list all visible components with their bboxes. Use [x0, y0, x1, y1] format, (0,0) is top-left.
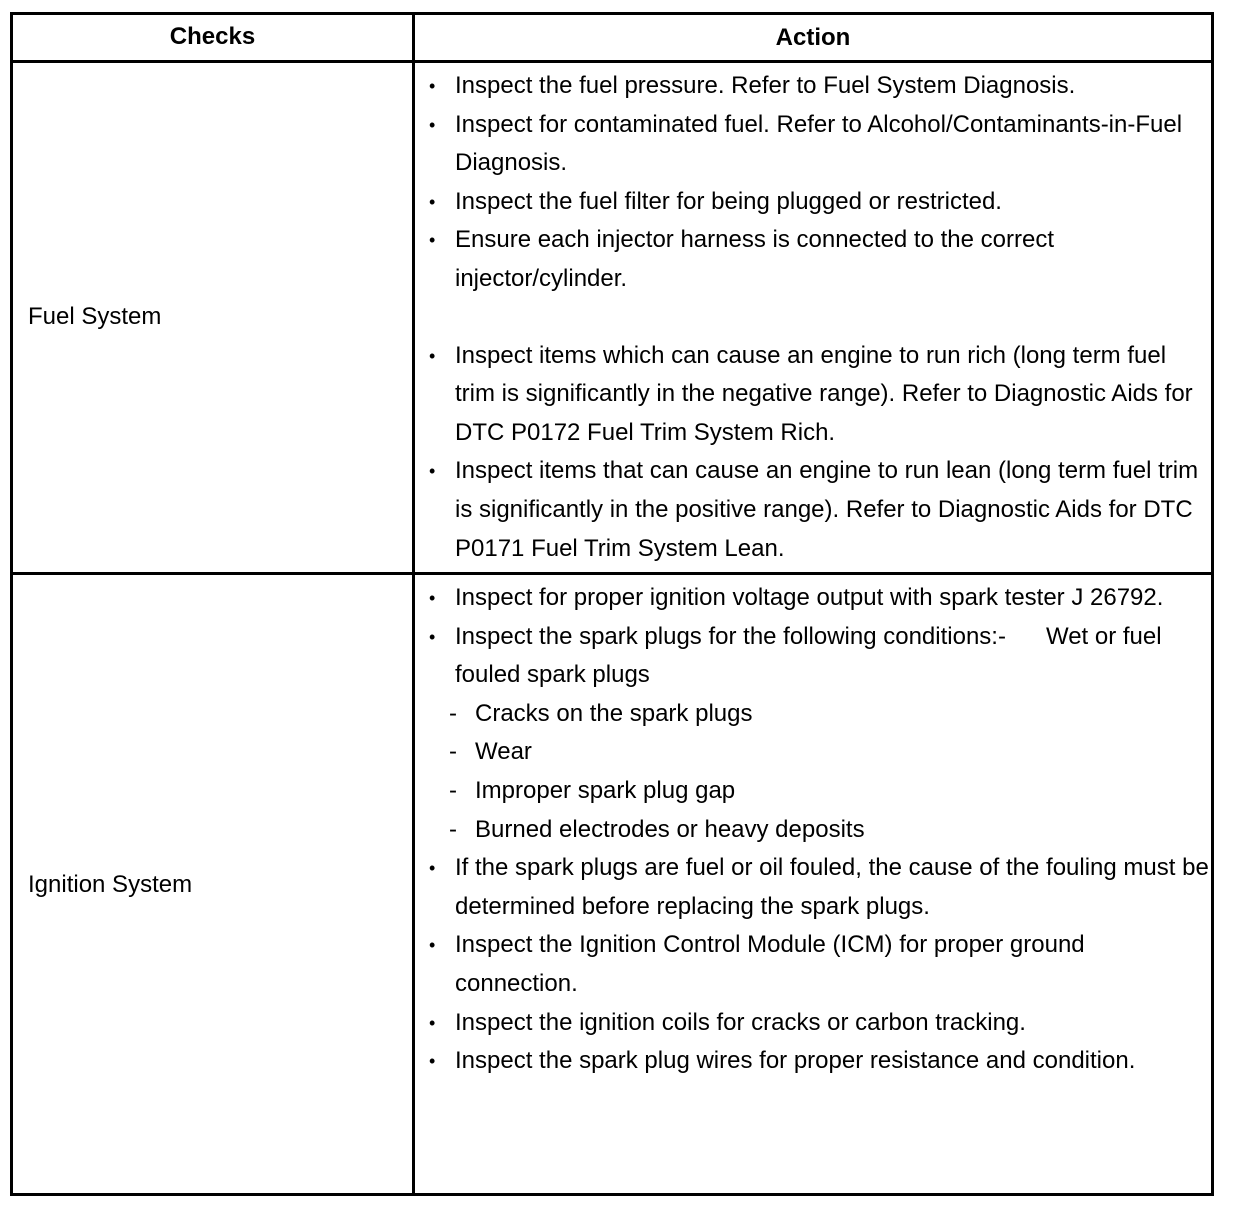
row-divider [13, 572, 1211, 575]
bullet-icon: • [429, 626, 436, 647]
sub-list-item: - Cracks on the spark plugs [429, 695, 1209, 734]
list-item: • Inspect items that can cause an engine to run lean (long term fuel trim is significantly in the positive range). Refer to Diagnostic Aids for DTC P0171 Fuel Trim System Lean. [429, 452, 1209, 568]
check-ignition-system: Ignition System [28, 871, 193, 898]
sub-list-item: - Improper spark plug gap [429, 772, 1209, 811]
sub-list-item: - Burned electrodes or heavy deposits [429, 811, 1209, 850]
ignition-system-actions [429, 579, 1209, 1081]
bullet-icon: • [429, 1012, 436, 1033]
list-item: • Inspect the fuel filter for being plugged or restricted. [429, 183, 1209, 222]
sub-list-item: - Wear [429, 733, 1209, 772]
list-item: • Inspect the fuel pressure. Refer to Fuel System Diagnosis. [429, 67, 1209, 106]
bullet-icon: • [429, 858, 436, 879]
dash-icon: - [449, 738, 457, 766]
bullet-icon: • [429, 191, 436, 212]
check-fuel-system: Fuel System [28, 303, 162, 330]
spacer [429, 299, 1209, 337]
bullet-icon: • [429, 588, 436, 608]
column-divider [412, 15, 415, 1193]
list-item: • Ensure each injector harness is connected to the correct injector/cylinder. [429, 221, 1209, 298]
list-item: • Inspect items which can cause an engine to run rich (long term fuel trim is significantly in the negative range). Refer to Diagnostic Aids for DTC P0172 Fuel Trim System Rich. [429, 337, 1209, 453]
list-item: • Inspect for proper ignition voltage output with spark tester J 26792. [429, 579, 1209, 618]
bullet-icon: • [429, 1051, 436, 1072]
bullet-icon: • [429, 935, 436, 956]
list-item: • Inspect the spark plugs for the following conditions:- Wet or fuel fouled spark plugs [429, 618, 1209, 695]
list-item: • Inspect the ignition coils for cracks or carbon tracking. [429, 1004, 1209, 1043]
list-item: • Inspect the Ignition Control Module (ICM) for proper ground connection. [429, 926, 1209, 1003]
header-checks: Checks [169, 23, 256, 50]
list-item: • Inspect for contaminated fuel. Refer to Alcohol/Contaminants-in-Fuel Diagnosis. [429, 106, 1209, 183]
bullet-icon: • [429, 345, 436, 366]
bullet-icon: • [429, 230, 436, 251]
bullet-icon: • [429, 114, 436, 135]
bullet-icon: • [429, 461, 436, 482]
header-action: Action [775, 24, 851, 51]
list-item: • Inspect the spark plug wires for proper resistance and condition. [429, 1042, 1209, 1081]
header-row-divider [13, 60, 1211, 63]
diagnostic-table [10, 12, 1214, 1196]
dash-icon: - [449, 699, 457, 727]
dash-icon: - [449, 776, 457, 804]
bullet-icon: • [429, 76, 436, 96]
fuel-system-actions [429, 67, 1209, 568]
list-item: • If the spark plugs are fuel or oil fouled, the cause of the fouling must be determined before replacing the spark plugs. [429, 849, 1209, 926]
dash-icon: - [449, 815, 457, 843]
